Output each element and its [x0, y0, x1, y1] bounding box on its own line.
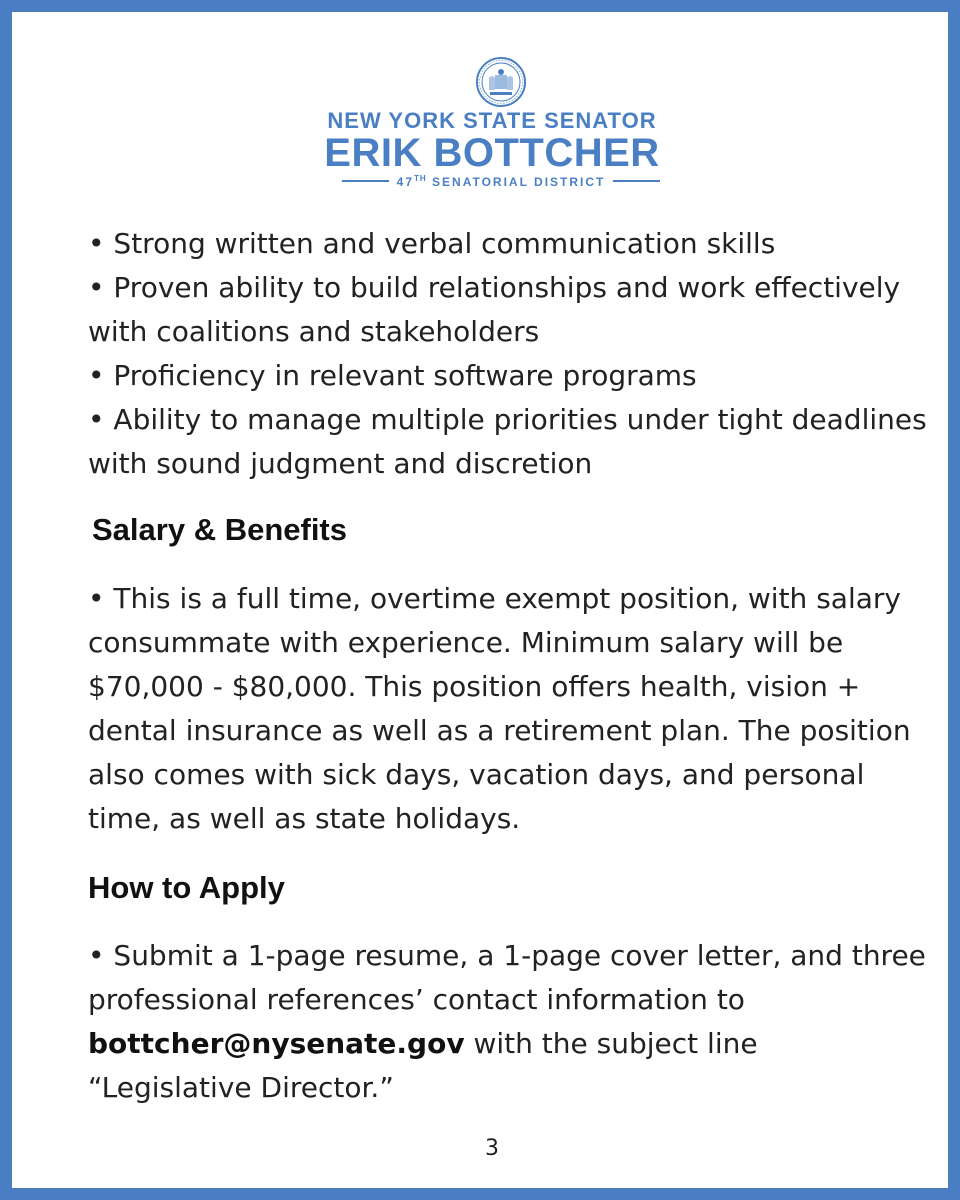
apply-email: bottcher@nysenate.gov — [88, 1027, 465, 1060]
qualification-item: • Proven ability to build relationships and work effectively with coalitions and stakeholders — [88, 271, 901, 348]
district-suffix: TH — [414, 173, 427, 183]
salary-heading: Salary & Benefits — [92, 512, 347, 547]
apply-text — [88, 934, 928, 1110]
qualification-item: • Proficiency in relevant software programs — [88, 359, 697, 392]
senator-subtitle: NEW YORK STATE SENATOR — [327, 108, 657, 133]
apply-text-after: with the subject line “Legislative Director.” — [88, 1027, 758, 1104]
apply-text-before: • Submit a 1-page resume, a 1-page cover letter, and three professional references’ contact information to — [88, 939, 926, 1016]
qualification-item: • Ability to manage multiple priorities under tight deadlines with sound judgment and discretion — [88, 403, 927, 480]
qualification-item: • Strong written and verbal communication skills — [88, 227, 776, 260]
district-rule-right — [613, 180, 660, 182]
senator-name: ERIK BOTTCHER — [324, 131, 660, 175]
qualifications-list — [88, 222, 928, 486]
district-number: 47 — [396, 174, 414, 189]
salary-text — [88, 577, 928, 841]
state-seal-icon — [475, 56, 527, 108]
salary-paragraph: • This is a full time, overtime exempt position, with salary consummate with experience. Minimum salary will be $70,000 - $80,000. This position offers health, vision + dental insurance as well as a retirement plan. The position also comes with sick days, vacation days, and personal time, as well as state holidays. — [88, 582, 911, 835]
district-rule-left — [342, 180, 389, 182]
district-line — [342, 171, 660, 191]
page-number: 3 — [485, 1136, 499, 1161]
district-text: SENATORIAL DISTRICT — [432, 174, 606, 189]
apply-paragraph — [88, 934, 928, 1110]
district-label — [397, 174, 606, 189]
apply-heading: How to Apply — [88, 870, 285, 905]
